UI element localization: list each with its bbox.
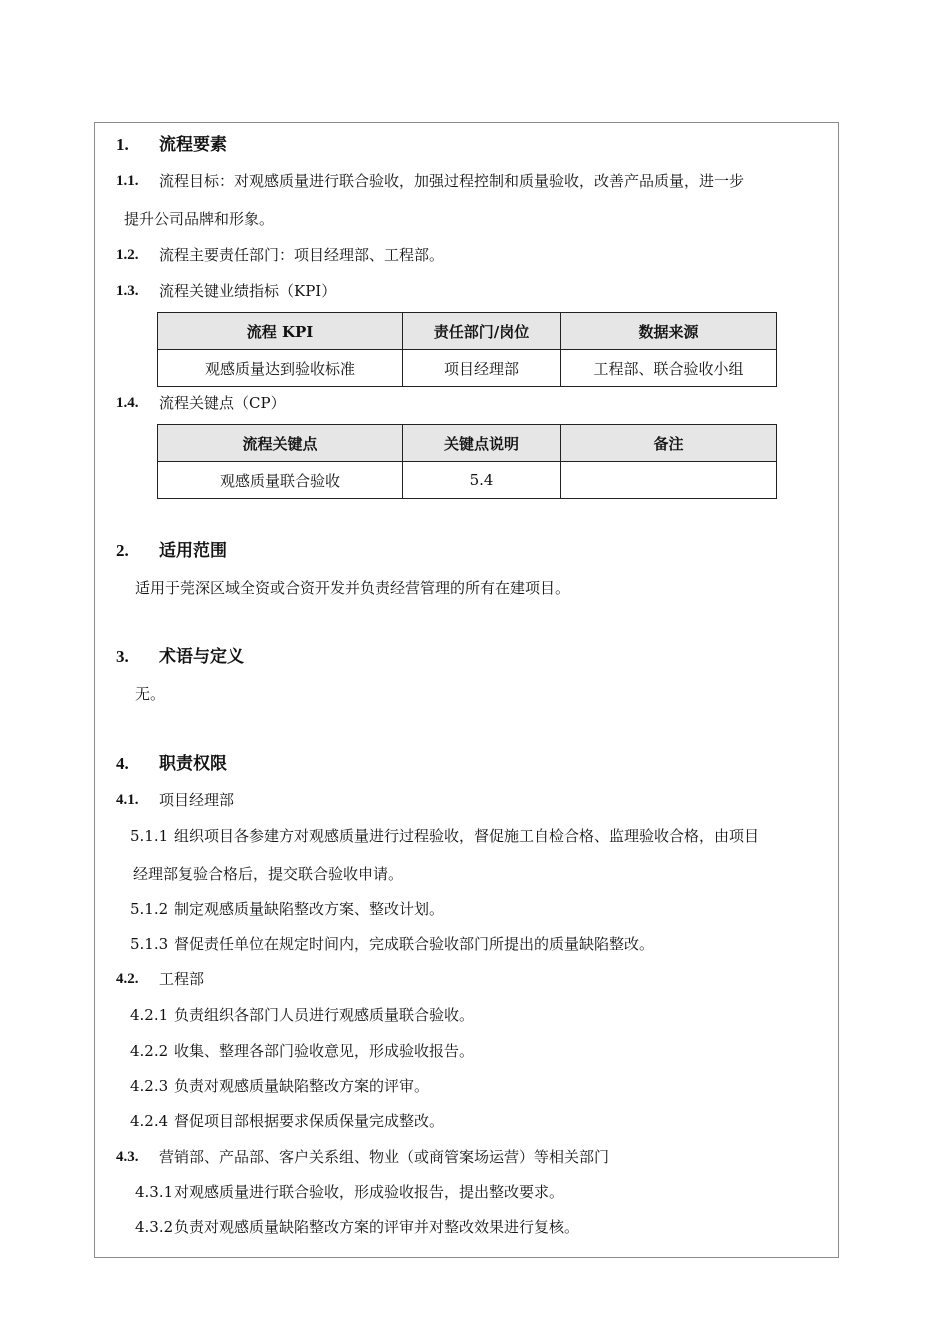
section-4-3-title: 营销部、产品部、客户关系组、物业（或商管案场运营）等相关部门 bbox=[159, 1148, 610, 1166]
kpi-table-header-row bbox=[158, 313, 777, 350]
item-number: 4.2.3 bbox=[130, 1077, 169, 1095]
item-number: 5.1.1 bbox=[130, 827, 169, 845]
section-2-title: 适用范围 bbox=[159, 541, 227, 561]
item-text: 负责对观感质量缺陷整改方案的评审并对整改效果进行复核。 bbox=[174, 1218, 580, 1236]
section-1-1-text-line1: 流程目标：对观感质量进行联合验收，加强过程控制和质量验收，改善产品质量，进一步 bbox=[159, 172, 745, 190]
section-4-number: 4. bbox=[116, 754, 129, 773]
section-1-4-text: 流程关键点（CP） bbox=[159, 394, 286, 412]
cp-table-header-cell: 流程关键点 bbox=[158, 425, 403, 462]
section-4-2-number: 4.2. bbox=[116, 971, 139, 987]
item-text: 收集、整理各部门验收意见，形成验收报告。 bbox=[174, 1042, 475, 1060]
cp-table-cell bbox=[561, 462, 777, 499]
section-4-title: 职责权限 bbox=[159, 754, 227, 774]
kpi-table-cell: 项目经理部 bbox=[403, 350, 561, 387]
cp-table bbox=[157, 424, 777, 499]
item-text: 负责组织各部门人员进行观感质量联合验收。 bbox=[174, 1006, 475, 1024]
section-1-2-text: 流程主要责任部门：项目经理部、工程部。 bbox=[159, 246, 445, 264]
section-1-1-number: 1.1. bbox=[116, 173, 139, 189]
cp-table-header-cell: 关键点说明 bbox=[403, 425, 561, 462]
section-1-1-text-line2: 提升公司品牌和形象。 bbox=[124, 210, 275, 228]
item-number: 4.2.4 bbox=[130, 1112, 169, 1130]
section-1-number: 1. bbox=[116, 135, 129, 154]
item-text: 对观感质量进行联合验收，形成验收报告，提出整改要求。 bbox=[174, 1183, 565, 1201]
cp-table-header-cell: 备注 bbox=[561, 425, 777, 462]
item-number: 4.3.1 bbox=[135, 1183, 174, 1201]
item-number: 4.2.2 bbox=[130, 1042, 169, 1060]
kpi-table-header-cell: 数据来源 bbox=[561, 313, 777, 350]
section-1-2-number: 1.2. bbox=[116, 247, 139, 263]
section-1-3-text: 流程关键业绩指标（KPI） bbox=[159, 282, 337, 300]
cp-table-row bbox=[158, 462, 777, 499]
cp-table-cell: 5.4 bbox=[403, 462, 561, 499]
section-4-3-number: 4.3. bbox=[116, 1149, 139, 1165]
section-3-text: 无。 bbox=[135, 685, 166, 703]
item-text: 督促责任单位在规定时间内，完成联合验收部门所提出的质量缺陷整改。 bbox=[174, 935, 655, 953]
section-2-number: 2. bbox=[116, 541, 129, 560]
cp-table-cell: 观感质量联合验收 bbox=[158, 462, 403, 499]
section-2-text: 适用于莞深区域全资或合资开发并负责经营管理的所有在建项目。 bbox=[135, 579, 571, 597]
section-1-4-number: 1.4. bbox=[116, 395, 139, 411]
item-number: 4.3.2 bbox=[135, 1218, 174, 1236]
section-4-2-title: 工程部 bbox=[159, 970, 205, 988]
section-1-title: 流程要素 bbox=[159, 135, 227, 155]
cp-table-header-row bbox=[158, 425, 777, 462]
item-number: 4.2.1 bbox=[130, 1006, 169, 1024]
kpi-table-cell: 工程部、联合验收小组 bbox=[561, 350, 777, 387]
item-text: 督促项目部根据要求保质保量完成整改。 bbox=[174, 1112, 445, 1130]
item-number: 5.1.3 bbox=[130, 935, 169, 953]
item-number: 5.1.2 bbox=[130, 900, 169, 918]
item-text-line2: 经理部复验合格后，提交联合验收申请。 bbox=[133, 865, 404, 883]
kpi-table bbox=[157, 312, 777, 387]
section-3-number: 3. bbox=[116, 647, 129, 666]
section-1-3-number: 1.3. bbox=[116, 283, 139, 299]
kpi-table-header-cell: 责任部门/岗位 bbox=[403, 313, 561, 350]
item-text-line1: 组织项目各参建方对观感质量进行过程验收，督促施工自检合格、监理验收合格，由项目 bbox=[174, 827, 760, 845]
section-3-title: 术语与定义 bbox=[159, 647, 244, 667]
item-text: 制定观感质量缺陷整改方案、整改计划。 bbox=[174, 900, 445, 918]
item-text: 负责对观感质量缺陷整改方案的评审。 bbox=[174, 1077, 430, 1095]
section-4-1-title: 项目经理部 bbox=[159, 791, 235, 809]
kpi-table-cell: 观感质量达到验收标准 bbox=[158, 350, 403, 387]
section-4-1-number: 4.1. bbox=[116, 792, 139, 808]
kpi-table-row bbox=[158, 350, 777, 387]
kpi-table-header-cell: 流程 KPI bbox=[158, 313, 403, 350]
